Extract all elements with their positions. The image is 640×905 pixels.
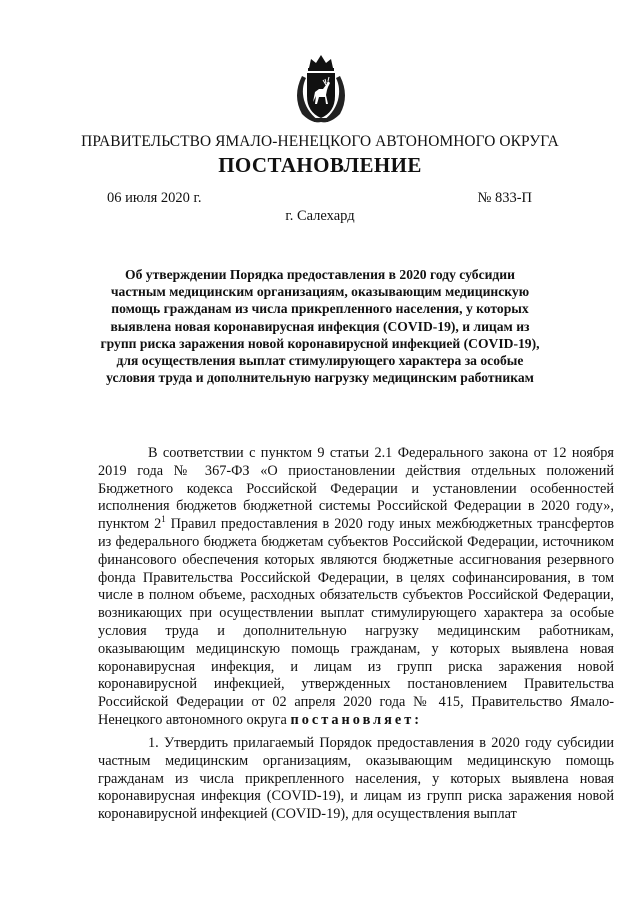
decree-word: постановляет:	[290, 711, 422, 728]
document-title: Об утверждении Порядка предоставления в 2020 году субсидии частным медицинским организациям, оказывающим медицинскую помощь гражданам из числа прикрепленного населения, у которых выявлена новая коронавирусная инфекция (COVID-19), и лицам из групп риска заражения новой коронавирусной инфекцией (COVID-19), для осуществления выплат стимулирующего характера за особые условия труда и дополнительную нагрузку медицинским работникам	[100, 267, 540, 386]
coat-of-arms-icon	[290, 52, 352, 126]
preamble-superscript: 1	[161, 514, 166, 525]
preamble-text-part2: Правил предоставления в 2020 году иных межбюджетных трансфертов из федерального бюджета бюджетам субъектов Российской Федерации, источником финансового обеспечения которых являются бюджетные ассигнования резервного фонда Правительства Российской Федерации, в целях софинансирования, в том числе в полном объеме, расходных обязательств субъектов Российской Федерации, возникающих при осуществлении выплат стимулирующего характера за особые условия труда и дополнительную нагрузку медицинским работникам, оказывающим медицинскую помощь гражданам, у которых выявлена новая коронавирусная инфекция, и лицам из групп риска заражения новой коронавирусной инфекцией, утвержденных постановлением Правительства Российской Федерации от 02 апреля 2020 года № 415, Правительство Ямало-Ненецкого автономного округа	[98, 516, 614, 728]
preamble-paragraph	[98, 445, 614, 730]
document-city: г. Салехард	[285, 208, 355, 224]
clause-1-paragraph: 1. Утвердить прилагаемый Порядок предоставления в 2020 году субсидии частным медицинским организациям, оказывающим медицинскую помощь гражданам из числа прикрепленного населения, у которых выявлена новая коронавирусная инфекция (COVID-19), и лицам из групп риска заражения новой коронавирусной инфекцией (COVID-19), для осуществления выплат	[98, 735, 614, 823]
document-number: № 833-П	[477, 190, 532, 206]
document-date: 06 июля 2020 г.	[107, 190, 202, 206]
document-type: ПОСТАНОВЛЕНИЕ	[218, 153, 422, 177]
preamble-text-part1: В соответствии с пунктом 9 статьи 2.1 Федерального закона от 12 ноября 2019 года № 367-ФЗ «О приостановлении действия отдельных положений Бюджетного кодекса Российской Федерации и установлении особенностей исполнения бюджетов бюджетной системы Российской Федерации в 2020 году», пунктом 2	[98, 445, 614, 533]
government-name: ПРАВИТЕЛЬСТВО ЯМАЛО-НЕНЕЦКОГО АВТОНОМНОГО ОКРУГА	[81, 133, 559, 150]
